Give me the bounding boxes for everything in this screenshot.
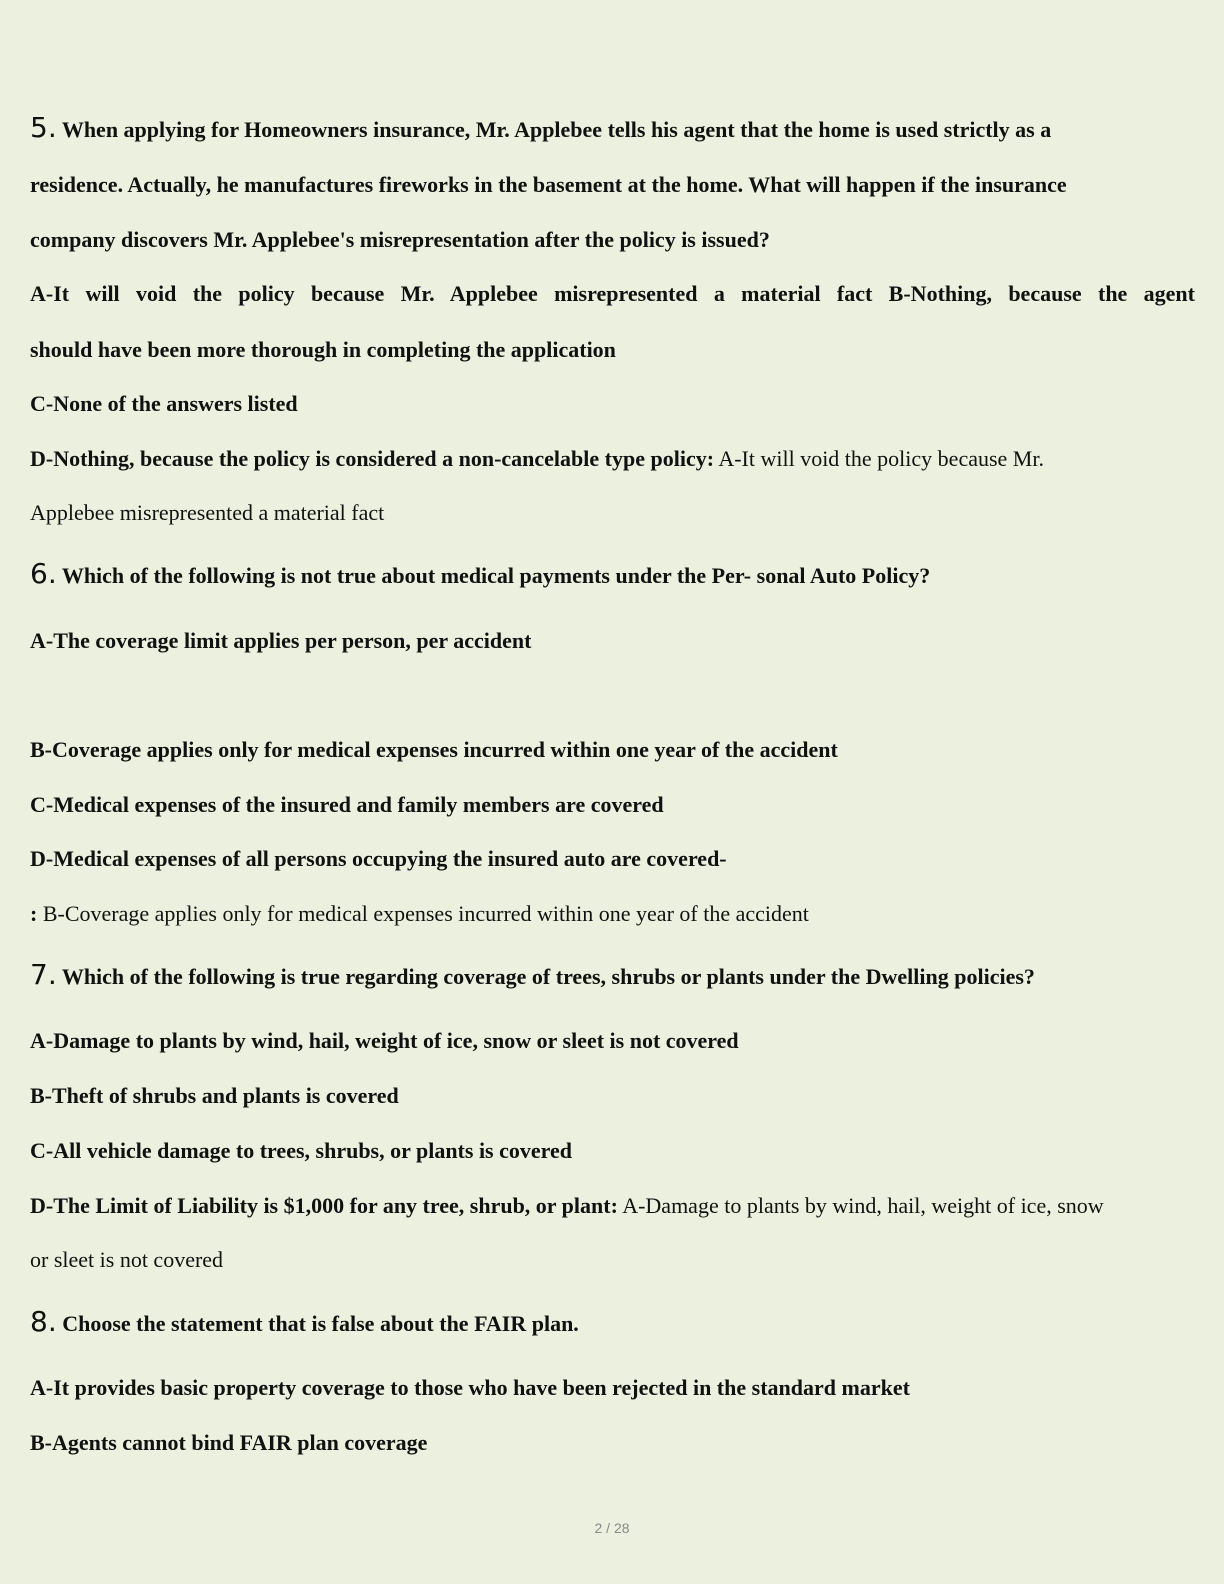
question-8-line: 8. Choose the statement that is false about the FAIR plan.: [30, 1305, 579, 1338]
question-number: 7.: [30, 958, 57, 991]
question-5-answer-cont: Applebee misrepresented a material fact: [30, 500, 385, 525]
question-6-answer: B-Coverage applies only for medical expenses incurred within one year of the accident: [37, 901, 809, 926]
question-5-option-b-cont: should have been more thorough in completing the application: [30, 337, 616, 362]
question-6-option-a: A-The coverage limit applies per person, per accident: [30, 628, 532, 653]
page-number: 2 / 28: [594, 1520, 630, 1536]
question-7-option-b: B-Theft of shrubs and plants is covered: [30, 1083, 399, 1108]
question-5-option-a-b: A-It will void the policy because Mr. Applebee misrepresented a material fact B-Nothing, because the agent: [30, 281, 1195, 306]
question-6-line: 6. Which of the following is not true about medical payments under the Per- sonal Auto Policy?: [30, 557, 931, 590]
question-7-line: 7. Which of the following is true regarding coverage of trees, shrubs or plants under the Dwelling policies?: [30, 958, 1035, 991]
question-7-answer: A-Damage to plants by wind, hail, weight of ice, snow: [617, 1193, 1104, 1218]
question-5-answer: A-It will void the policy because Mr.: [714, 446, 1044, 471]
question-5-line-3: company discovers Mr. Applebee's misrepresentation after the policy is issued?: [30, 227, 770, 252]
question-7-option-c: C-All vehicle damage to trees, shrubs, or plants is covered: [30, 1138, 573, 1163]
question-5-line-2: residence. Actually, he manufactures fireworks in the basement at the home. What will happen if the insurance: [30, 172, 1067, 197]
question-6-option-b: B-Coverage applies only for medical expenses incurred within one year of the accident: [30, 737, 838, 762]
question-7-option-d-answer: [30, 1192, 1104, 1220]
question-5-option-d-answer: [30, 445, 1044, 473]
question-number: 6.: [30, 557, 57, 590]
question-7-option-d: D-The Limit of Liability is $1,000 for any tree, shrub, or plant:: [30, 1193, 618, 1218]
question-7-option-a: A-Damage to plants by wind, hail, weight of ice, snow or sleet is not covered: [30, 1028, 739, 1053]
question-8-option-a: A-It provides basic property coverage to those who have been rejected in the standard market: [30, 1375, 910, 1400]
question-5-line-1: 5. When applying for Homeowners insurance, Mr. Applebee tells his agent that the home is used strictly as a: [30, 111, 1052, 144]
question-8-option-b: B-Agents cannot bind FAIR plan coverage: [30, 1430, 428, 1455]
question-6-option-c: C-Medical expenses of the insured and family members are covered: [30, 792, 664, 817]
question-5-option-d: D-Nothing, because the policy is considered a non-cancelable type policy:: [30, 446, 715, 471]
question-6-answer-line: : B-Coverage applies only for medical expenses incurred within one year of the accident: [30, 901, 809, 926]
question-number: 5.: [30, 111, 57, 144]
question-number: 8.: [30, 1305, 57, 1338]
question-7-answer-cont: or sleet is not covered: [30, 1247, 224, 1272]
question-5-option-c: C-None of the answers listed: [30, 391, 298, 416]
question-6-option-d: D-Medical expenses of all persons occupying the insured auto are covered-: [30, 846, 727, 871]
